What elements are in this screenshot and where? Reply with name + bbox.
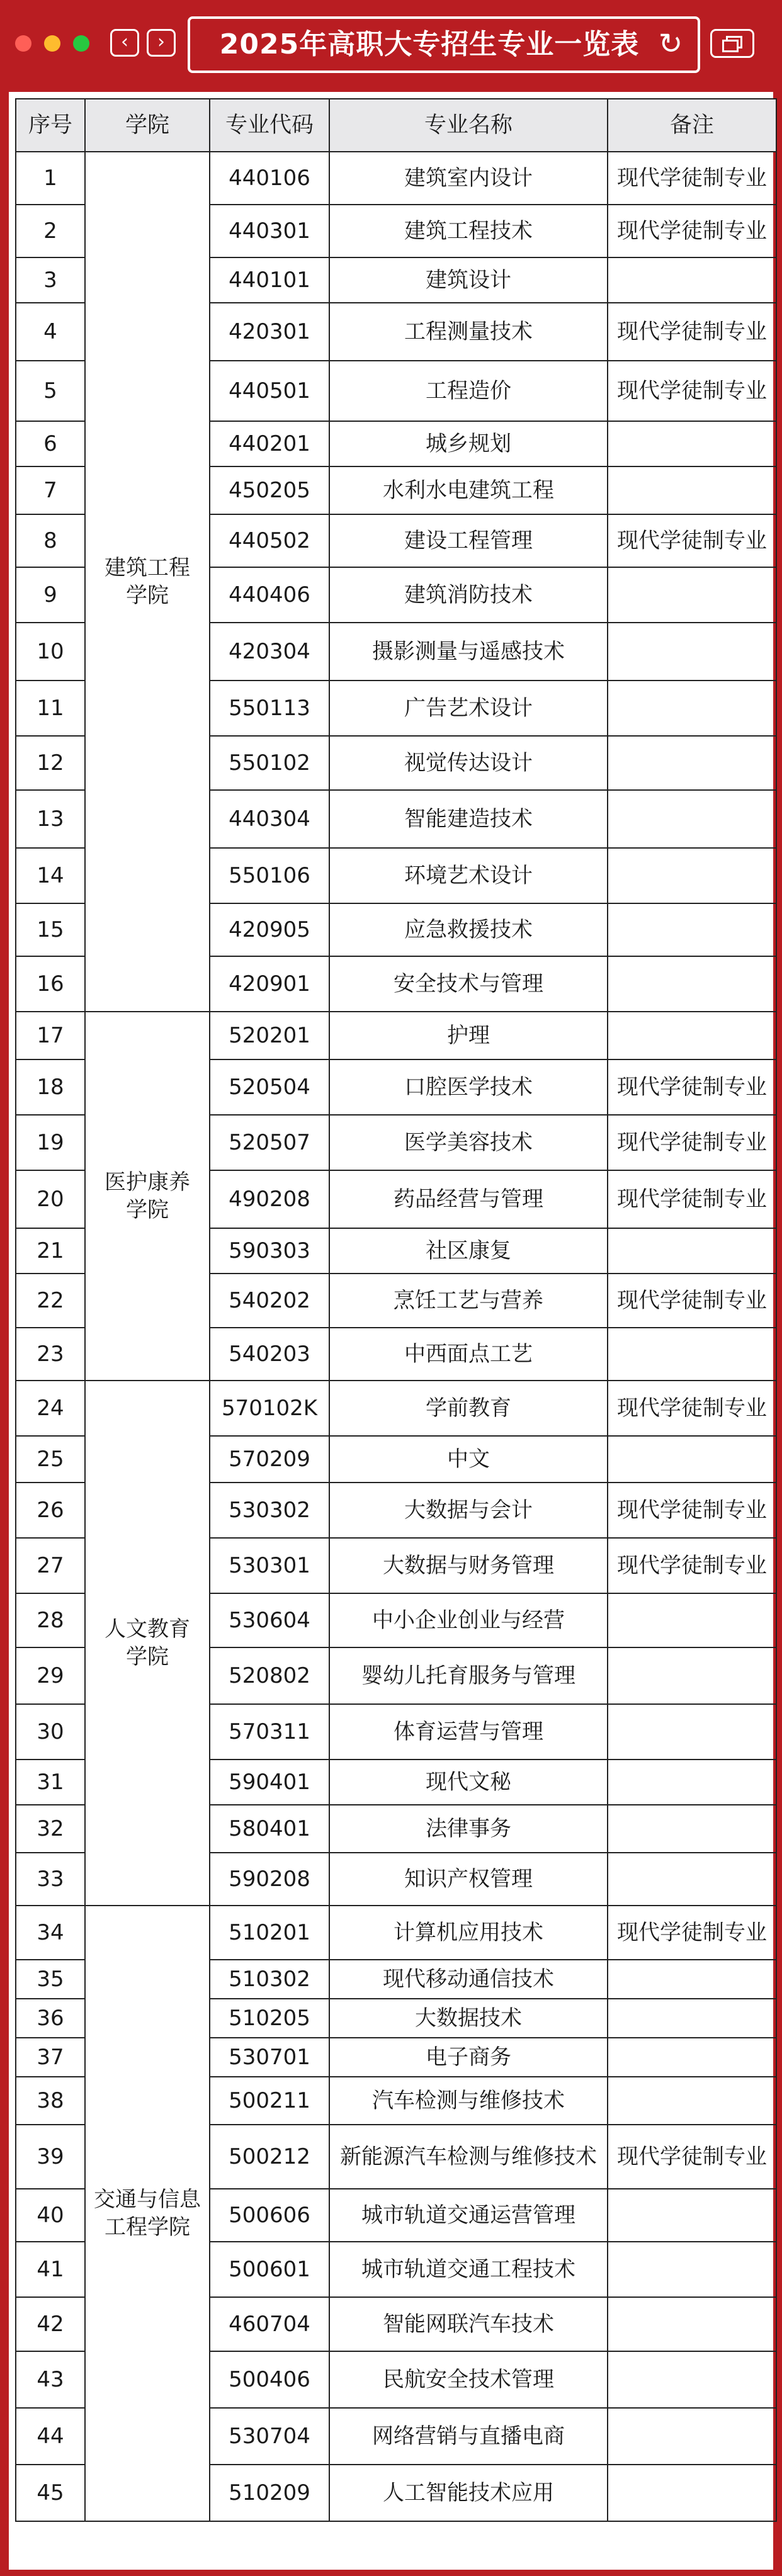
major-note	[608, 681, 776, 736]
forward-button[interactable]	[147, 29, 176, 57]
major-note: 现代学徒制专业	[608, 1170, 776, 1228]
major-name: 中小企业创业与经营	[329, 1593, 608, 1647]
major-note	[608, 421, 776, 466]
major-name: 计算机应用技术	[329, 1906, 608, 1960]
college-cell: 建筑工程 学院	[85, 152, 210, 1012]
major-name: 安全技术与管理	[329, 956, 608, 1012]
major-name: 护理	[329, 1012, 608, 1059]
row-number: 7	[16, 466, 85, 514]
major-name: 婴幼儿托育服务与管理	[329, 1647, 608, 1704]
major-name: 城市轨道交通运营管理	[329, 2189, 608, 2242]
major-code: 500406	[210, 2351, 329, 2408]
major-code: 460704	[210, 2297, 329, 2351]
chevron-left-icon: ‹	[121, 31, 128, 53]
row-number: 4	[16, 303, 85, 361]
row-number: 24	[16, 1381, 85, 1436]
major-name: 广告艺术设计	[329, 681, 608, 736]
major-note	[608, 1704, 776, 1760]
major-code: 530701	[210, 2038, 329, 2077]
major-note: 现代学徒制专业	[608, 1059, 776, 1115]
row-number: 27	[16, 1538, 85, 1593]
major-note	[608, 1760, 776, 1805]
major-name: 大数据与财务管理	[329, 1538, 608, 1593]
major-name: 法律事务	[329, 1805, 608, 1853]
major-code: 440501	[210, 361, 329, 421]
row-number: 21	[16, 1228, 85, 1274]
major-code: 550113	[210, 681, 329, 736]
major-code: 440301	[210, 205, 329, 257]
major-name: 建筑消防技术	[329, 567, 608, 623]
major-note	[608, 2189, 776, 2242]
title-bar	[0, 0, 782, 86]
row-number: 33	[16, 1853, 85, 1906]
major-note	[608, 1228, 776, 1274]
row-number: 13	[16, 790, 85, 848]
major-code: 500601	[210, 2242, 329, 2297]
minimize-window-button[interactable]	[44, 35, 60, 52]
major-name: 城乡规划	[329, 421, 608, 466]
major-note: 现代学徒制专业	[608, 514, 776, 567]
row-number: 6	[16, 421, 85, 466]
major-code: 550102	[210, 736, 329, 790]
major-code: 510205	[210, 1999, 329, 2038]
major-name: 应急救援技术	[329, 903, 608, 956]
major-code: 530302	[210, 1483, 329, 1538]
major-code: 440106	[210, 152, 329, 205]
major-code: 530301	[210, 1538, 329, 1593]
row-number: 29	[16, 1647, 85, 1704]
major-note: 现代学徒制专业	[608, 1483, 776, 1538]
row-number: 26	[16, 1483, 85, 1538]
row-number: 30	[16, 1704, 85, 1760]
major-note	[608, 1436, 776, 1483]
major-name: 智能建造技术	[329, 790, 608, 848]
row-number: 12	[16, 736, 85, 790]
major-note	[608, 623, 776, 681]
major-name: 摄影测量与遥感技术	[329, 623, 608, 681]
row-number: 41	[16, 2242, 85, 2297]
row-number: 32	[16, 1805, 85, 1853]
major-code: 420905	[210, 903, 329, 956]
major-note	[608, 2038, 776, 2077]
table-row	[16, 1012, 776, 1059]
row-number: 19	[16, 1115, 85, 1170]
college-cell: 人文教育 学院	[85, 1381, 210, 1906]
major-note	[608, 257, 776, 303]
major-code: 500212	[210, 2125, 329, 2189]
major-code: 570102K	[210, 1381, 329, 1436]
major-note: 现代学徒制专业	[608, 152, 776, 205]
row-number: 44	[16, 2408, 85, 2465]
major-name: 现代移动通信技术	[329, 1960, 608, 1999]
major-name: 电子商务	[329, 2038, 608, 2077]
major-note	[608, 903, 776, 956]
major-name: 人工智能技术应用	[329, 2465, 608, 2521]
header-college: 学院	[85, 99, 210, 152]
row-number: 1	[16, 152, 85, 205]
major-note	[608, 1853, 776, 1906]
major-code: 580401	[210, 1805, 329, 1853]
major-note	[608, 466, 776, 514]
major-code: 590208	[210, 1853, 329, 1906]
major-code: 570311	[210, 1704, 329, 1760]
row-number: 14	[16, 848, 85, 903]
table-body	[16, 152, 776, 2521]
window-icon-front	[722, 40, 739, 52]
major-name: 智能网联汽车技术	[329, 2297, 608, 2351]
major-code: 420304	[210, 623, 329, 681]
row-number: 17	[16, 1012, 85, 1059]
major-code: 450205	[210, 466, 329, 514]
major-code: 420301	[210, 303, 329, 361]
header-name: 专业名称	[329, 99, 608, 152]
major-note	[608, 567, 776, 623]
row-number: 8	[16, 514, 85, 567]
reload-icon[interactable]: ↻	[658, 26, 683, 60]
major-name: 建筑工程技术	[329, 205, 608, 257]
header-note: 备注	[608, 99, 776, 152]
row-number: 25	[16, 1436, 85, 1483]
table-row	[16, 152, 776, 205]
major-name: 知识产权管理	[329, 1853, 608, 1906]
major-name: 民航安全技术管理	[329, 2351, 608, 2408]
table-row	[16, 1906, 776, 1960]
header-no: 序号	[16, 99, 85, 152]
major-code: 520201	[210, 1012, 329, 1059]
major-name: 药品经营与管理	[329, 1170, 608, 1228]
row-number: 37	[16, 2038, 85, 2077]
major-note: 现代学徒制专业	[608, 361, 776, 421]
major-note	[608, 736, 776, 790]
row-number: 22	[16, 1274, 85, 1328]
back-button[interactable]	[110, 29, 139, 57]
major-name: 医学美容技术	[329, 1115, 608, 1170]
row-number: 9	[16, 567, 85, 623]
row-number: 35	[16, 1960, 85, 1999]
major-code: 500606	[210, 2189, 329, 2242]
major-note: 现代学徒制专业	[608, 1115, 776, 1170]
maximize-window-button[interactable]	[73, 35, 89, 52]
major-name: 体育运营与管理	[329, 1704, 608, 1760]
major-name: 中西面点工艺	[329, 1328, 608, 1381]
window-toggle-button[interactable]	[710, 29, 754, 58]
row-number: 20	[16, 1170, 85, 1228]
major-name: 建筑室内设计	[329, 152, 608, 205]
major-note: 现代学徒制专业	[608, 1274, 776, 1328]
chevron-right-icon: ›	[157, 31, 165, 53]
page-title: 2025年高职大专招生专业一览表	[219, 28, 640, 60]
row-number: 31	[16, 1760, 85, 1805]
major-name: 大数据与会计	[329, 1483, 608, 1538]
major-code: 510209	[210, 2465, 329, 2521]
major-note	[608, 2465, 776, 2521]
major-note: 现代学徒制专业	[608, 2125, 776, 2189]
major-code: 530604	[210, 1593, 329, 1647]
major-code: 440502	[210, 514, 329, 567]
content-panel	[9, 92, 773, 2570]
major-code: 590401	[210, 1760, 329, 1805]
row-number: 28	[16, 1593, 85, 1647]
major-note	[608, 1999, 776, 2038]
row-number: 39	[16, 2125, 85, 2189]
major-code: 540203	[210, 1328, 329, 1381]
major-name: 烹饪工艺与营养	[329, 1274, 608, 1328]
college-cell: 交通与信息 工程学院	[85, 1906, 210, 2521]
major-name: 环境艺术设计	[329, 848, 608, 903]
major-code: 420901	[210, 956, 329, 1012]
major-name: 水利水电建筑工程	[329, 466, 608, 514]
college-cell: 医护康养 学院	[85, 1012, 210, 1381]
row-number: 23	[16, 1328, 85, 1381]
major-code: 550106	[210, 848, 329, 903]
row-number: 11	[16, 681, 85, 736]
row-number: 18	[16, 1059, 85, 1115]
major-name: 口腔医学技术	[329, 1059, 608, 1115]
majors-table	[15, 98, 777, 2522]
major-code: 540202	[210, 1274, 329, 1328]
major-name: 建筑设计	[329, 257, 608, 303]
major-name: 网络营销与直播电商	[329, 2408, 608, 2465]
address-bar[interactable]	[188, 16, 700, 73]
row-number: 45	[16, 2465, 85, 2521]
row-number: 15	[16, 903, 85, 956]
major-note	[608, 2297, 776, 2351]
table-header-row	[16, 99, 776, 152]
major-name: 建设工程管理	[329, 514, 608, 567]
major-code: 440304	[210, 790, 329, 848]
row-number: 5	[16, 361, 85, 421]
row-number: 43	[16, 2351, 85, 2408]
major-note	[608, 2351, 776, 2408]
major-note	[608, 1805, 776, 1853]
row-number: 3	[16, 257, 85, 303]
major-code: 440406	[210, 567, 329, 623]
major-note: 现代学徒制专业	[608, 1906, 776, 1960]
major-note	[608, 848, 776, 903]
major-code: 590303	[210, 1228, 329, 1274]
row-number: 38	[16, 2077, 85, 2125]
major-note: 现代学徒制专业	[608, 1381, 776, 1436]
major-code: 510302	[210, 1960, 329, 1999]
major-name: 现代文秘	[329, 1760, 608, 1805]
header-code: 专业代码	[210, 99, 329, 152]
major-code: 510201	[210, 1906, 329, 1960]
major-note: 现代学徒制专业	[608, 205, 776, 257]
major-name: 视觉传达设计	[329, 736, 608, 790]
row-number: 2	[16, 205, 85, 257]
major-note	[608, 1012, 776, 1059]
major-note	[608, 790, 776, 848]
major-note	[608, 2408, 776, 2465]
major-code: 440201	[210, 421, 329, 466]
row-number: 34	[16, 1906, 85, 1960]
major-name: 工程测量技术	[329, 303, 608, 361]
major-note: 现代学徒制专业	[608, 1538, 776, 1593]
row-number: 40	[16, 2189, 85, 2242]
major-note	[608, 1593, 776, 1647]
major-code: 530704	[210, 2408, 329, 2465]
major-note	[608, 956, 776, 1012]
major-code: 520802	[210, 1647, 329, 1704]
major-name: 城市轨道交通工程技术	[329, 2242, 608, 2297]
major-name: 新能源汽车检测与维修技术	[329, 2125, 608, 2189]
major-note: 现代学徒制专业	[608, 303, 776, 361]
table-row	[16, 1381, 776, 1436]
major-code: 570209	[210, 1436, 329, 1483]
row-number: 36	[16, 1999, 85, 2038]
close-window-button[interactable]	[15, 35, 31, 52]
row-number: 16	[16, 956, 85, 1012]
major-name: 中文	[329, 1436, 608, 1483]
major-name: 大数据技术	[329, 1999, 608, 2038]
major-code: 490208	[210, 1170, 329, 1228]
row-number: 10	[16, 623, 85, 681]
major-note	[608, 1328, 776, 1381]
major-note	[608, 2077, 776, 2125]
row-number: 42	[16, 2297, 85, 2351]
major-note	[608, 2242, 776, 2297]
major-name: 社区康复	[329, 1228, 608, 1274]
major-name: 汽车检测与维修技术	[329, 2077, 608, 2125]
major-name: 学前教育	[329, 1381, 608, 1436]
major-code: 520504	[210, 1059, 329, 1115]
major-note	[608, 1960, 776, 1999]
major-code: 520507	[210, 1115, 329, 1170]
major-note	[608, 1647, 776, 1704]
major-code: 440101	[210, 257, 329, 303]
major-name: 工程造价	[329, 361, 608, 421]
major-code: 500211	[210, 2077, 329, 2125]
